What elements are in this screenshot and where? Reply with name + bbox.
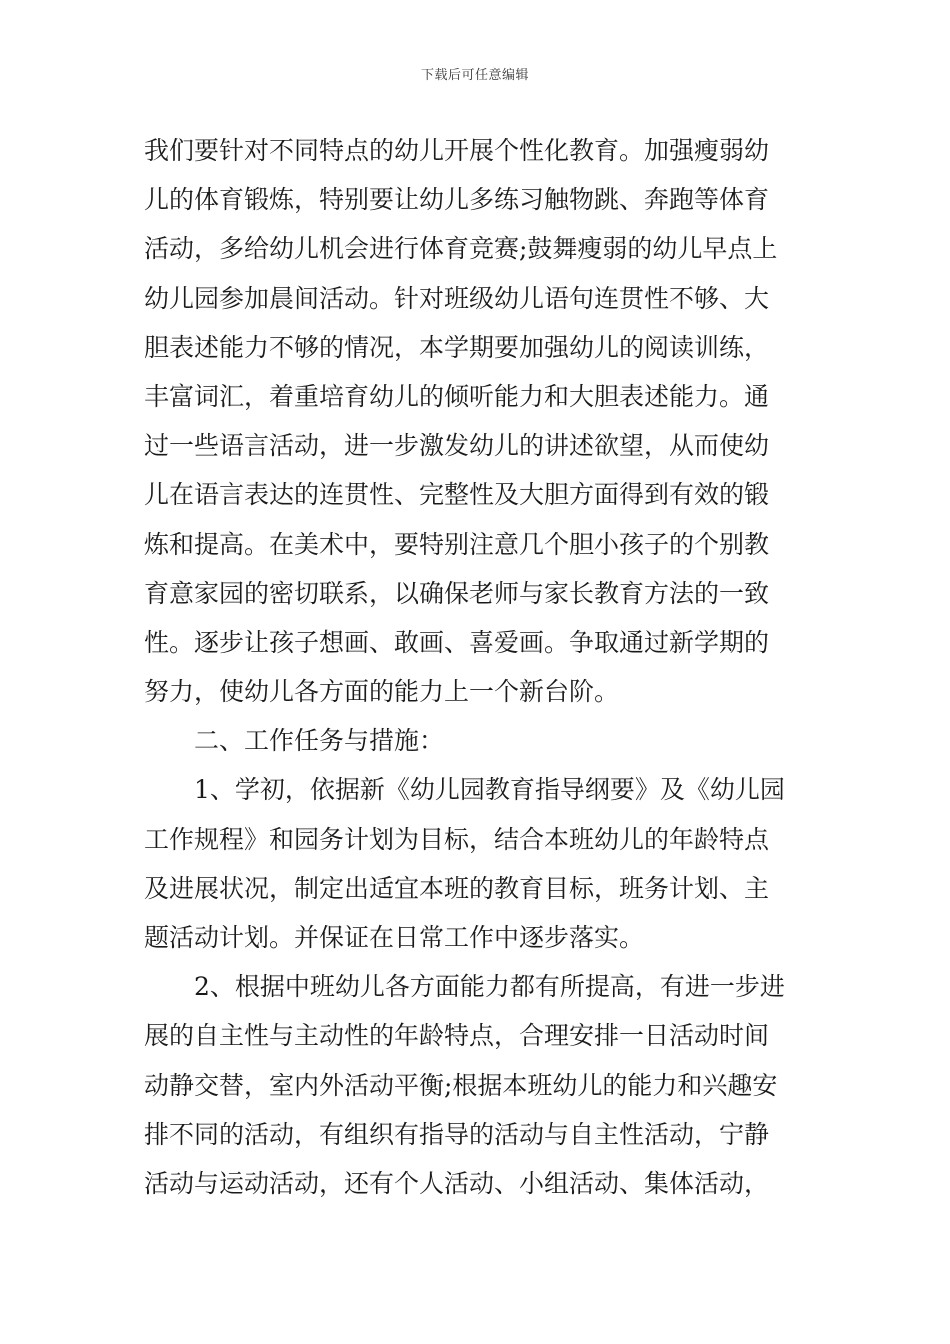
- text-line: 炼和提高。在美术中，要特别注意几个胆小孩子的个别教: [144, 529, 770, 559]
- text-line: 及进展状况，制定出适宜本班的教育目标，班务计划、主: [144, 873, 770, 903]
- text-line: 儿在语言表达的连贯性、完整性及大胆方面得到有效的锻: [144, 480, 770, 510]
- page-header: 下载后可任意编辑: [420, 68, 529, 83]
- document-body: [144, 126, 806, 1208]
- text-line: 2、根据中班幼儿各方面能力都有所提高，有进一步进: [194, 972, 785, 1002]
- text-line: 题活动计划。并保证在日常工作中逐步落实。: [144, 923, 645, 952]
- text-line: 丰富词汇，着重培育幼儿的倾听能力和大胆表述能力。通: [144, 381, 770, 411]
- text-line: 性。逐步让孩子想画、敢画、喜爱画。争取通过新学期的: [144, 627, 770, 657]
- text-line: 排不同的活动，有组织有指导的活动与自主性活动，宁静: [144, 1119, 770, 1149]
- text-line: 过一些语言活动，进一步激发幼儿的讲述欲望，从而使幼: [144, 431, 770, 461]
- text-line: 儿的体育锻炼，特别要让幼儿多练习触物跳、奔跑等体育: [144, 185, 770, 215]
- text-line: 育意家园的密切联系，以确保老师与家长教育方法的一致: [144, 578, 770, 608]
- text-line: 工作规程》和园务计划为目标，结合本班幼儿的年龄特点: [144, 824, 770, 854]
- text-line: 胆表述能力不够的情况，本学期要加强幼儿的阅读训练，: [144, 332, 770, 362]
- text-line: 活动，多给幼儿机会进行体育竞赛;鼓舞瘦弱的幼儿早点上: [144, 234, 778, 264]
- text-line: 活动与运动活动，还有个人活动、小组活动、集体活动，: [144, 1168, 770, 1198]
- text-line: 我们要针对不同特点的幼儿开展个性化教育。加强瘦弱幼: [144, 136, 770, 165]
- text-line: 1、学初，依据新《幼儿园教育指导纲要》及《幼儿园: [194, 775, 785, 805]
- text-line: 努力，使幼儿各方面的能力上一个新台阶。: [144, 677, 620, 707]
- section-heading: 二、工作任务与措施：: [194, 726, 445, 756]
- text-line: 幼儿园参加晨间活动。针对班级幼儿语句连贯性不够、大: [144, 283, 770, 313]
- text-line: 展的自主性与主动性的年龄特点，合理安排一日活动时间: [144, 1021, 770, 1051]
- text-line: 动静交替，室内外活动平衡;根据本班幼儿的能力和兴趣安: [144, 1070, 778, 1100]
